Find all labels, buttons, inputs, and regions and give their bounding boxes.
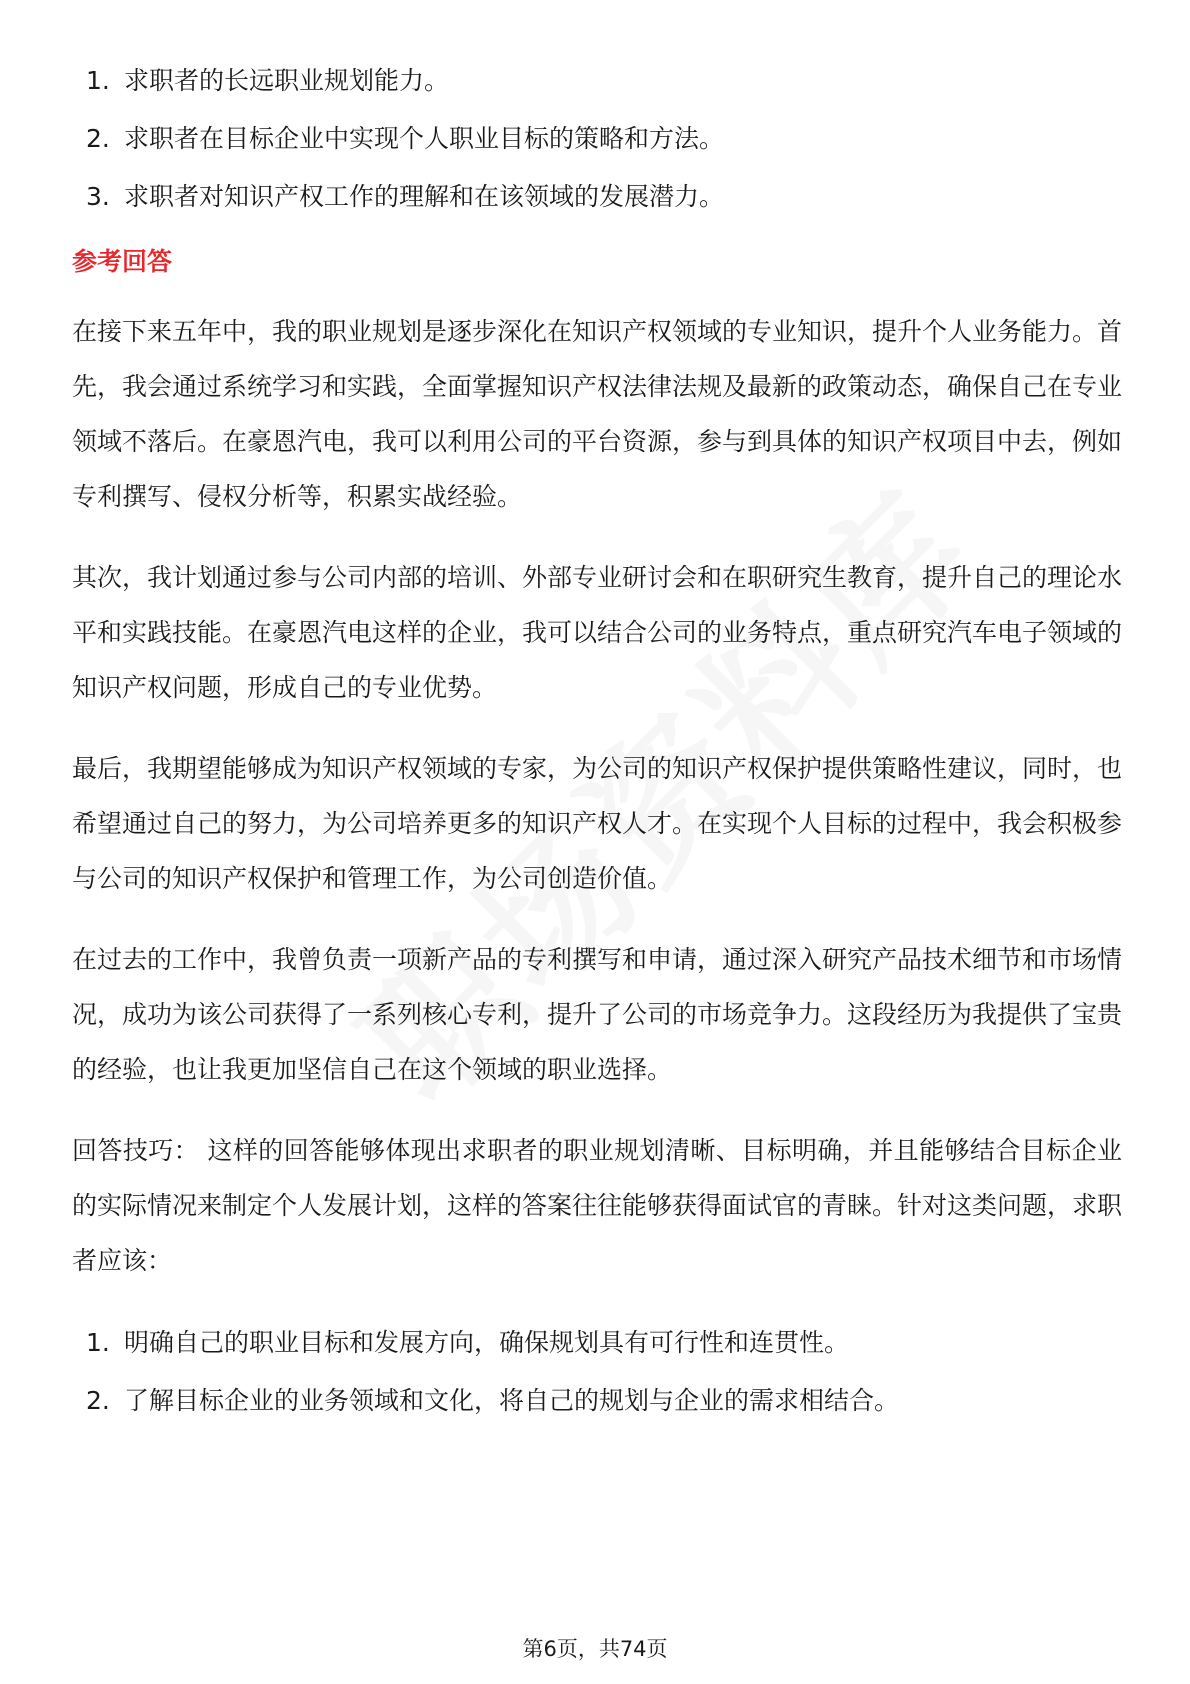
paragraph: 最后，我期望能够成为知识产权领域的专家，为公司的知识产权保护提供策略性建议，同时，也希望通过自己的努力，为公司培养更多的知识产权人才。在实现个人目标的过程中，我会积极参与公司的知识产权保护和管理工作，为公司创造价值。 <box>72 754 1123 893</box>
list-item-text: 求职者对知识产权工作的理解和在该领域的发展潜力。 <box>124 182 725 211</box>
paragraph: 在接下来五年中，我的职业规划是逐步深化在知识产权领域的专业知识，提升个人业务能力。首先，我会通过系统学习和实践，全面掌握知识产权法律法规及最新的政策动态，确保自己在专业领域不落后。在豪恩汽电，我可以利用公司的平台资源，参与到具体的知识产权项目中去，例如专利撰写、侵权分析等，积累实战经验。 <box>72 317 1123 511</box>
list-item-number: 1. <box>86 66 110 95</box>
list-item <box>72 52 1122 110</box>
answer-tips-paragraph: 回答技巧： 这样的回答能够体现出求职者的职业规划清晰、目标明确，并且能够结合目标企业的实际情况来制定个人发展计划，这样的答案往往能够获得面试官的青睐。针对这类问题，求职者应该： <box>72 1136 1123 1275</box>
list-item-text: 求职者的长远职业规划能力。 <box>124 66 450 95</box>
list-item <box>72 110 1122 168</box>
list-item <box>72 1372 1122 1430</box>
intro-list <box>72 52 1122 226</box>
list-item-number: 3. <box>86 182 110 211</box>
tips-list <box>72 1314 1122 1430</box>
paragraph: 在过去的工作中，我曾负责一项新产品的专利撰写和申请，通过深入研究产品技术细节和市场情况，成功为该公司获得了一系列核心专利，提升了公司的市场竞争力。这段经历为我提供了宝贵的经验，也让我更加坚信自己在这个领域的职业选择。 <box>72 945 1123 1084</box>
page-content <box>72 52 1122 1430</box>
list-item-text: 了解目标企业的业务领域和文化，将自己的规划与企业的需求相结合。 <box>124 1386 900 1415</box>
list-item-text: 明确自己的职业目标和发展方向，确保规划具有可行性和连贯性。 <box>124 1328 850 1357</box>
answer-heading: 参考回答 <box>72 247 173 276</box>
page-footer: 第6页，共74页 <box>522 1637 668 1661</box>
list-item-number: 2. <box>86 1386 110 1415</box>
list-item <box>72 168 1122 226</box>
list-item-text: 求职者在目标企业中实现个人职业目标的策略和方法。 <box>124 124 725 153</box>
list-item-number: 1. <box>86 1328 110 1357</box>
list-item <box>72 1314 1122 1372</box>
paragraph: 其次，我计划通过参与公司内部的培训、外部专业研讨会和在职研究生教育，提升自己的理论水平和实践技能。在豪恩汽电这样的企业，我可以结合公司的业务特点，重点研究汽车电子领域的知识产权问题，形成自己的专业优势。 <box>72 563 1123 702</box>
list-item-number: 2. <box>86 124 110 153</box>
